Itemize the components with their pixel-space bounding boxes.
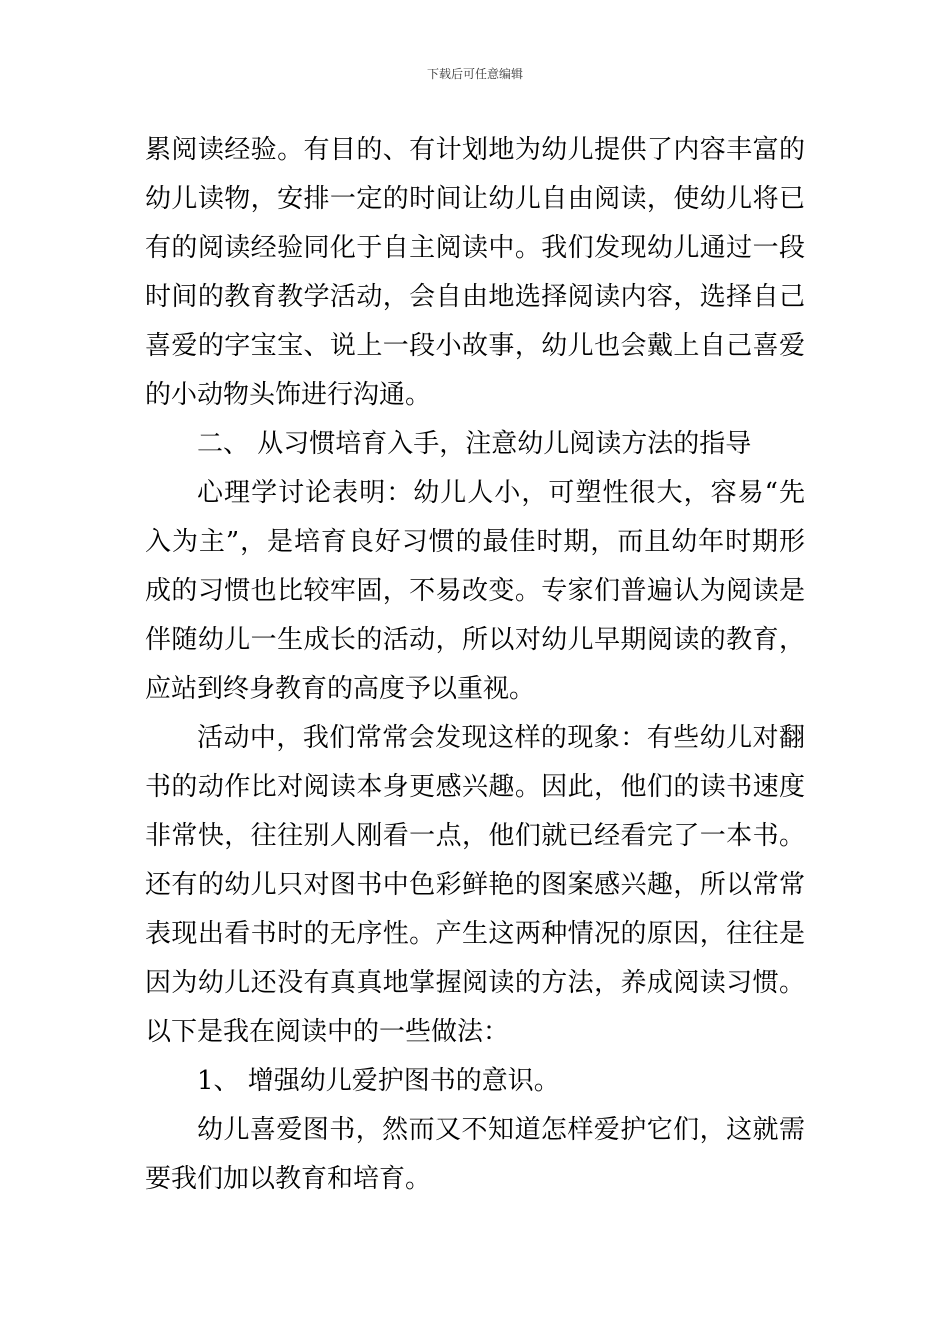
text-line: 幼儿读物，安排一定的时间让幼儿自由阅读，使幼儿将已 [145,184,805,214]
text-line: 书的动作比对阅读本身更感兴趣。因此，他们的读书速度 [145,772,805,802]
text-line: 表现出看书时的无序性。产生这两种情况的原因，往往是 [145,919,805,949]
text-line: 因为幼儿还没有真真地掌握阅读的方法，养成阅读习惯。 [145,968,805,998]
text-line: 要我们加以教育和培育。 [145,1164,432,1194]
text-line: 成的习惯也比较牢固，不易改变。专家们普遍认为阅读是 [145,576,805,606]
text-line: 非常快，往往别人刚看一点，他们就已经看完了一本书。 [145,821,805,851]
section-heading: 二、 从习惯培育入手，注意幼儿阅读方法的指导 [197,429,752,459]
text-line: 以下是我在阅读中的一些做法： [145,1017,510,1047]
paragraph-start: 幼儿喜爱图书，然而又不知道怎样爱护它们，这就需 [197,1115,805,1145]
paragraph-start: 心理学讨论表明：幼儿人小，可塑性很大，容易“先 [197,478,805,508]
text-line: 有的阅读经验同化于自主阅读中。我们发现幼儿通过一段 [145,233,805,263]
page-header: 下载后可任意编辑 [426,67,523,81]
text-line: 还有的幼儿只对图书中色彩鲜艳的图案感兴趣，所以常常 [145,870,805,900]
document-body [145,126,805,1204]
text-line: 的小动物头饰进行沟通。 [145,380,432,410]
text-line: 喜爱的字宝宝、说上一段小故事，幼儿也会戴上自己喜爱 [145,331,805,361]
text-line: 应站到终身教育的高度予以重视。 [145,674,536,704]
paragraph-start: 活动中，我们常常会发现这样的现象：有些幼儿对翻 [197,723,805,753]
text-line: 伴随幼儿一生成长的活动，所以对幼儿早期阅读的教育， [145,625,805,655]
text-line: 时间的教育教学活动，会自由地选择阅读内容，选择自己 [145,282,805,312]
text-line: 入为主”，是培育良好习惯的最佳时期，而且幼年时期形 [145,527,805,557]
list-item-heading: 1、 增强幼儿爱护图书的意识。 [197,1066,560,1096]
text-line: 累阅读经验。有目的、有计划地为幼儿提供了内容丰富的 [145,135,805,165]
